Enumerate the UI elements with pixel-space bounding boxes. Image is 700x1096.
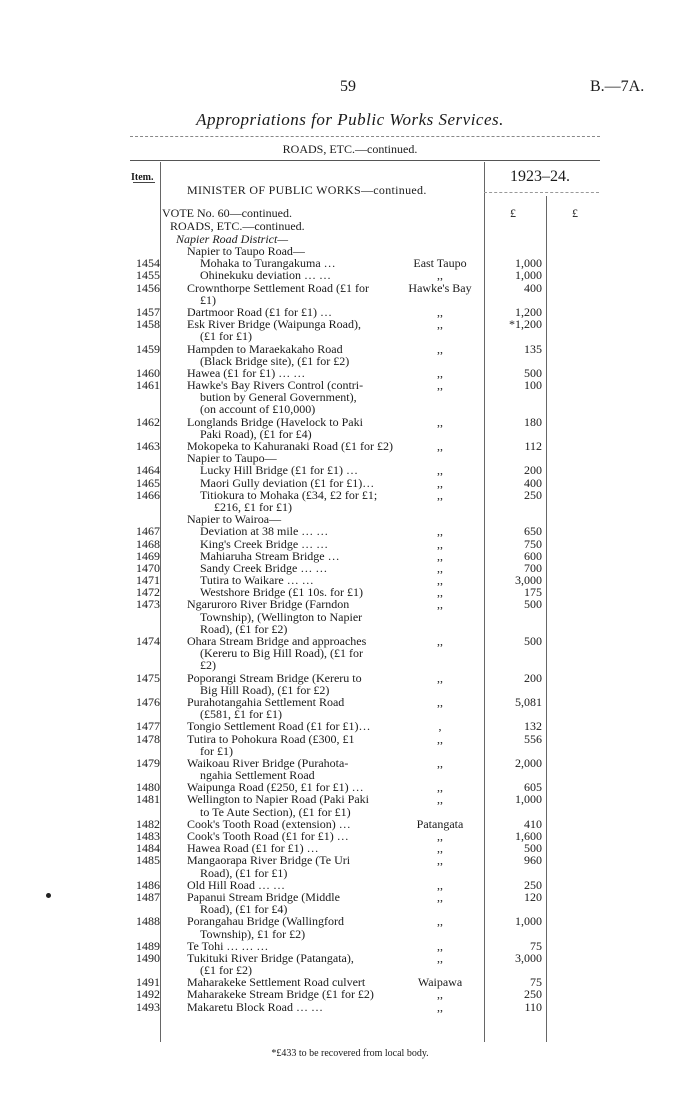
table-row <box>0 245 700 257</box>
item-number: 1489 <box>136 938 160 953</box>
item-amount: 175 <box>524 585 542 600</box>
table-row <box>0 903 700 915</box>
item-description: Hawea (£1 for £1) … … <box>187 365 306 380</box>
item-description: Tongio Settlement Road (£1 for £1)… <box>187 719 371 734</box>
item-description: ngahia Settlement Road <box>200 768 315 783</box>
item-district: ,, <box>437 487 443 502</box>
item-description: King's Creek Bridge … … <box>200 536 329 551</box>
item-amount: 112 <box>524 439 542 453</box>
item-amount: 250 <box>524 487 542 502</box>
item-description: £216, £1 for £1) <box>214 499 292 514</box>
table-row <box>0 525 700 537</box>
item-amount: 500 <box>524 597 542 612</box>
item-description: Ohara Stream Bridge and approaches <box>187 634 367 648</box>
item-amount: 3,000 <box>515 950 542 965</box>
item-description: (Kereru to Big Hill Road), (£1 for <box>200 646 363 661</box>
item-number: 1480 <box>136 780 160 795</box>
table-row <box>0 586 700 598</box>
table-row <box>0 464 700 476</box>
table-row <box>0 440 700 452</box>
item-description: Big Hill Road), (£1 for £2) <box>200 682 330 697</box>
item-description: (£1 for £2) <box>200 963 252 978</box>
item-description: Road), (£1 for £4) <box>200 902 288 917</box>
table-row <box>0 842 700 854</box>
item-district: ,, <box>437 914 443 929</box>
item-district: ,, <box>437 341 443 356</box>
table-row <box>0 343 700 355</box>
table-row <box>0 915 700 927</box>
table-row <box>0 879 700 891</box>
item-number: 1488 <box>136 914 160 929</box>
item-number: 1467 <box>136 524 160 539</box>
table-row <box>0 391 700 403</box>
item-amount: 250 <box>524 987 542 1002</box>
item-amount: 556 <box>524 731 542 746</box>
table-row <box>0 720 700 732</box>
item-district: ,, <box>437 938 443 953</box>
item-district: ,, <box>437 853 443 868</box>
table-row <box>0 647 700 659</box>
item-description: Purahotangahia Settlement Road <box>187 694 345 709</box>
item-description: Hawke's Bay Rivers Control (contri- <box>187 378 364 393</box>
table-row <box>0 355 700 367</box>
item-description: Deviation at 38 mile … … <box>200 524 329 539</box>
table-row <box>0 806 700 818</box>
item-number: 1471 <box>136 573 160 588</box>
table-row <box>0 928 700 940</box>
item-number: 1491 <box>136 975 160 990</box>
item-description: Township), (Wellington to Napier <box>200 609 363 624</box>
item-number: 1465 <box>136 475 160 490</box>
item-number: 1482 <box>136 816 160 831</box>
item-amount: 250 <box>524 877 542 892</box>
table-row <box>0 672 700 684</box>
item-district: ,, <box>437 597 443 612</box>
item-amount: 180 <box>524 414 542 429</box>
table-row <box>0 403 700 415</box>
item-description: Cook's Tooth Road (extension) … <box>187 816 351 831</box>
year-header-rule <box>484 192 599 193</box>
item-number: 1466 <box>136 487 160 502</box>
item-amount: 650 <box>524 524 542 539</box>
item-description: Tutira to Pohokura Road (£300, £1 <box>187 731 355 746</box>
item-number: 1484 <box>136 841 160 856</box>
item-description: Esk River Bridge (Waipunga Road), <box>187 317 361 332</box>
item-district: ,, <box>437 524 443 539</box>
item-description: Old Hill Road … … <box>187 877 285 892</box>
item-description: Crownthorpe Settlement Road (£1 for <box>187 280 369 295</box>
table-row <box>0 1001 700 1013</box>
item-header-rule <box>133 182 155 183</box>
item-description: Westshore Bridge (£1 10s. for £1) <box>200 585 364 600</box>
item-amount: 605 <box>524 780 542 795</box>
item-district: ,, <box>437 463 443 478</box>
item-district: ,, <box>437 987 443 1002</box>
item-number: 1468 <box>136 536 160 551</box>
item-number: 1486 <box>136 877 160 892</box>
item-description: Porangahau Bridge (Wallingford <box>187 914 344 929</box>
footnote: *£433 to be recovered from local body. <box>271 1048 429 1059</box>
item-number: 1478 <box>136 731 160 746</box>
item-district: ,, <box>437 999 443 1014</box>
item-number: 1493 <box>136 999 160 1014</box>
minister-heading: MINISTER OF PUBLIC WORKS—continued. <box>187 183 427 197</box>
item-number: 1461 <box>136 378 160 393</box>
item-amount: 120 <box>524 889 542 904</box>
table-row <box>0 696 700 708</box>
item-description: Napier to Taupo— <box>187 451 277 466</box>
item-number: 1454 <box>136 256 160 271</box>
item-description: Waikoau River Bridge (Purahota- <box>187 755 349 770</box>
margin-dot <box>46 893 51 898</box>
item-description: Poporangi Stream Bridge (Kereru to <box>187 670 362 685</box>
item-description: Ngaruroro River Bridge (Farndon <box>187 597 350 612</box>
item-description: Dartmoor Road (£1 for £1) … <box>187 304 332 319</box>
item-amount: 1,000 <box>515 914 542 929</box>
document-reference: B.—7A. <box>590 78 645 95</box>
item-amount: 600 <box>524 548 542 563</box>
item-description: £1) <box>200 292 216 307</box>
item-district: ,, <box>437 634 443 648</box>
item-number: 1475 <box>136 670 160 685</box>
item-district: ,, <box>437 877 443 892</box>
item-district: ,, <box>437 780 443 795</box>
item-district: ,, <box>437 414 443 429</box>
table-row <box>0 952 700 964</box>
table-row <box>0 891 700 903</box>
item-description: Waipunga Road (£250, £1 for £1) … <box>187 780 364 795</box>
item-description: Lucky Hill Bridge (£1 for £1) … <box>200 463 358 478</box>
section-subtitle: ROADS, ETC.—continued. <box>282 142 418 156</box>
table-row <box>0 733 700 745</box>
table-row <box>0 416 700 428</box>
item-amount: 1,600 <box>515 829 542 843</box>
table-row <box>0 757 700 769</box>
item-number: 1476 <box>136 694 160 709</box>
item-amount: 750 <box>524 536 542 551</box>
item-description: Mangaorapa River Bridge (Te Uri <box>187 853 351 868</box>
item-district: ,, <box>437 694 443 709</box>
table-row <box>0 269 700 281</box>
item-amount: 1,200 <box>515 304 542 319</box>
item-amount: 132 <box>524 719 542 734</box>
item-description: Te Tohi … … … <box>187 938 269 953</box>
item-description: Cook's Tooth Road (£1 for £1) … <box>187 829 349 843</box>
item-description: Tukituki River Bridge (Patangata), <box>187 950 354 965</box>
table-row <box>0 854 700 866</box>
table-row <box>0 330 700 342</box>
item-description: to Te Aute Section), (£1 for £1) <box>200 804 351 819</box>
item-description: Road), (£1 for £1) <box>200 865 288 880</box>
item-number: 1462 <box>136 414 160 429</box>
item-district: ,, <box>437 317 443 332</box>
item-amount: 5,081 <box>515 694 542 709</box>
table-row <box>0 867 700 879</box>
item-amount: 110 <box>524 999 542 1014</box>
item-description: Maharakeke Stream Bridge (£1 for £2) <box>187 987 374 1002</box>
item-number: 1473 <box>136 597 160 612</box>
item-description: Paki Road), (£1 for £4) <box>200 426 312 441</box>
table-row <box>0 745 700 757</box>
item-description: Papanui Stream Bridge (Middle <box>187 889 340 904</box>
item-description: Mokopeka to Kahuranaki Road (£1 for £2) <box>187 439 393 453</box>
item-amount: 700 <box>524 560 542 575</box>
item-district: ,, <box>437 573 443 588</box>
item-district: Waipawa <box>417 975 463 990</box>
item-number: 1474 <box>136 634 160 648</box>
item-description: Napier to Taupo Road— <box>187 244 305 258</box>
table-row <box>0 562 700 574</box>
item-amount: 400 <box>524 475 542 490</box>
item-description: for £1) <box>200 743 233 758</box>
item-amount: *1,200 <box>509 317 542 332</box>
table-row <box>0 501 700 513</box>
table-row <box>0 257 700 269</box>
item-number: 1458 <box>136 317 160 332</box>
item-description: Maori Gully deviation (£1 for £1)… <box>200 475 375 490</box>
item-number: 1464 <box>136 463 160 478</box>
item-number: 1469 <box>136 548 160 563</box>
table-row <box>0 659 700 671</box>
page-number: 59 <box>340 78 356 95</box>
item-amount: 100 <box>524 378 542 393</box>
item-amount: 410 <box>524 816 542 831</box>
year-column-header: 1923–24. <box>510 168 570 185</box>
item-description: (£1 for £1) <box>200 329 252 344</box>
item-district: ,, <box>437 792 443 807</box>
item-number: 1455 <box>136 268 160 283</box>
title-rule <box>130 136 600 137</box>
table-row <box>0 538 700 550</box>
item-district: ,, <box>437 670 443 685</box>
item-amount: 500 <box>524 365 542 380</box>
item-amount: 500 <box>524 841 542 856</box>
item-number: 1463 <box>136 439 160 453</box>
item-description: bution by General Government), <box>200 390 357 405</box>
roads-heading: ROADS, ETC.—continued. <box>170 219 305 233</box>
table-row <box>0 318 700 330</box>
item-amount: 960 <box>524 853 542 868</box>
item-description: Maharakeke Settlement Road culvert <box>187 975 366 990</box>
item-amount: 135 <box>524 341 542 356</box>
header-rule <box>130 160 600 161</box>
item-district: ,, <box>437 841 443 856</box>
item-district: ,, <box>437 536 443 551</box>
item-district: ,, <box>437 889 443 904</box>
item-number: 1492 <box>136 987 160 1002</box>
item-district: ,, <box>437 755 443 770</box>
item-district: ,, <box>437 304 443 319</box>
appropriation-rows <box>0 245 700 1013</box>
item-amount: 1,000 <box>515 268 542 283</box>
item-description: Tutira to Waikare … … <box>200 573 314 588</box>
item-description: Mahiaruha Stream Bridge … <box>200 548 340 563</box>
item-description: Wellington to Napier Road (Paki Paki <box>187 792 370 807</box>
item-district: East Taupo <box>413 256 467 271</box>
item-district: ,, <box>437 439 443 453</box>
item-number: 1460 <box>136 365 160 380</box>
table-row <box>0 988 700 1000</box>
item-district: ,, <box>437 475 443 490</box>
item-district: ,, <box>437 731 443 746</box>
table-row <box>0 294 700 306</box>
item-district: Hawke's Bay <box>408 280 472 295</box>
pound-symbol-2: £ <box>572 206 578 220</box>
table-row <box>0 513 700 525</box>
page-title: Appropriations for Public Works Services. <box>196 110 504 129</box>
item-number: 1457 <box>136 304 160 319</box>
item-number: 1477 <box>136 719 160 734</box>
table-row <box>0 611 700 623</box>
item-description: (£581, £1 for £1) <box>200 707 282 722</box>
item-amount: 500 <box>524 634 542 648</box>
item-amount: 2,000 <box>515 755 542 770</box>
item-amount: 75 <box>530 938 542 953</box>
item-description: Hawea Road (£1 for £1) … <box>187 841 319 856</box>
item-description: Mohaka to Turangakuma … <box>200 256 336 271</box>
item-number: 1485 <box>136 853 160 868</box>
pound-symbol-1: £ <box>510 206 516 220</box>
item-district: ,, <box>437 950 443 965</box>
table-row <box>0 684 700 696</box>
item-description: (Black Bridge site), (£1 for £2) <box>200 353 350 368</box>
item-district: ,, <box>437 268 443 283</box>
table-row <box>0 830 700 842</box>
item-description: Napier to Wairoa— <box>187 512 282 527</box>
item-description: Hampden to Maraekakaho Road <box>187 341 343 356</box>
item-amount: 200 <box>524 670 542 685</box>
item-amount: 3,000 <box>515 573 542 588</box>
item-district: ,, <box>437 378 443 393</box>
item-amount: 200 <box>524 463 542 478</box>
item-description: Titiokura to Mohaka (£34, £2 for £1; <box>200 487 378 502</box>
table-row <box>0 818 700 830</box>
item-number: 1481 <box>136 792 160 807</box>
table-row <box>0 550 700 562</box>
item-description: (on account of £10,000) <box>200 402 316 417</box>
item-number: 1479 <box>136 755 160 770</box>
item-number: 1456 <box>136 280 160 295</box>
table-row <box>0 489 700 501</box>
item-column-header: Item. <box>131 172 154 183</box>
item-number: 1487 <box>136 889 160 904</box>
item-district: ,, <box>437 585 443 600</box>
table-row <box>0 793 700 805</box>
item-description: £2) <box>200 658 216 673</box>
item-district: Patangata <box>416 816 464 831</box>
item-description: Road), (£1 for £2) <box>200 621 288 636</box>
item-amount: 75 <box>530 975 542 990</box>
item-description: Ohinekuku deviation … … <box>200 268 331 283</box>
item-district: ,, <box>437 548 443 563</box>
item-number: 1472 <box>136 585 160 600</box>
item-district: ,, <box>437 829 443 843</box>
item-description: Makaretu Block Road … … <box>187 999 323 1014</box>
table-row <box>0 477 700 489</box>
table-row <box>0 598 700 610</box>
item-amount: 1,000 <box>515 792 542 807</box>
vote-heading: VOTE No. 60—continued. <box>162 206 292 220</box>
item-description: Sandy Creek Bridge … … <box>200 560 328 575</box>
item-description: Longlands Bridge (Havelock to Paki <box>187 414 363 429</box>
district-heading: Napier Road District— <box>176 232 289 246</box>
item-number: 1470 <box>136 560 160 575</box>
item-number: 1459 <box>136 341 160 356</box>
table-row <box>0 282 700 294</box>
item-district: ,, <box>437 560 443 575</box>
item-amount: 400 <box>524 280 542 295</box>
item-district: ,, <box>437 365 443 380</box>
item-description: Township), £1 for £2) <box>200 926 306 941</box>
item-number: 1490 <box>136 950 160 965</box>
item-number: 1483 <box>136 829 160 843</box>
item-amount: 1,000 <box>515 256 542 271</box>
item-district: , <box>438 719 442 734</box>
